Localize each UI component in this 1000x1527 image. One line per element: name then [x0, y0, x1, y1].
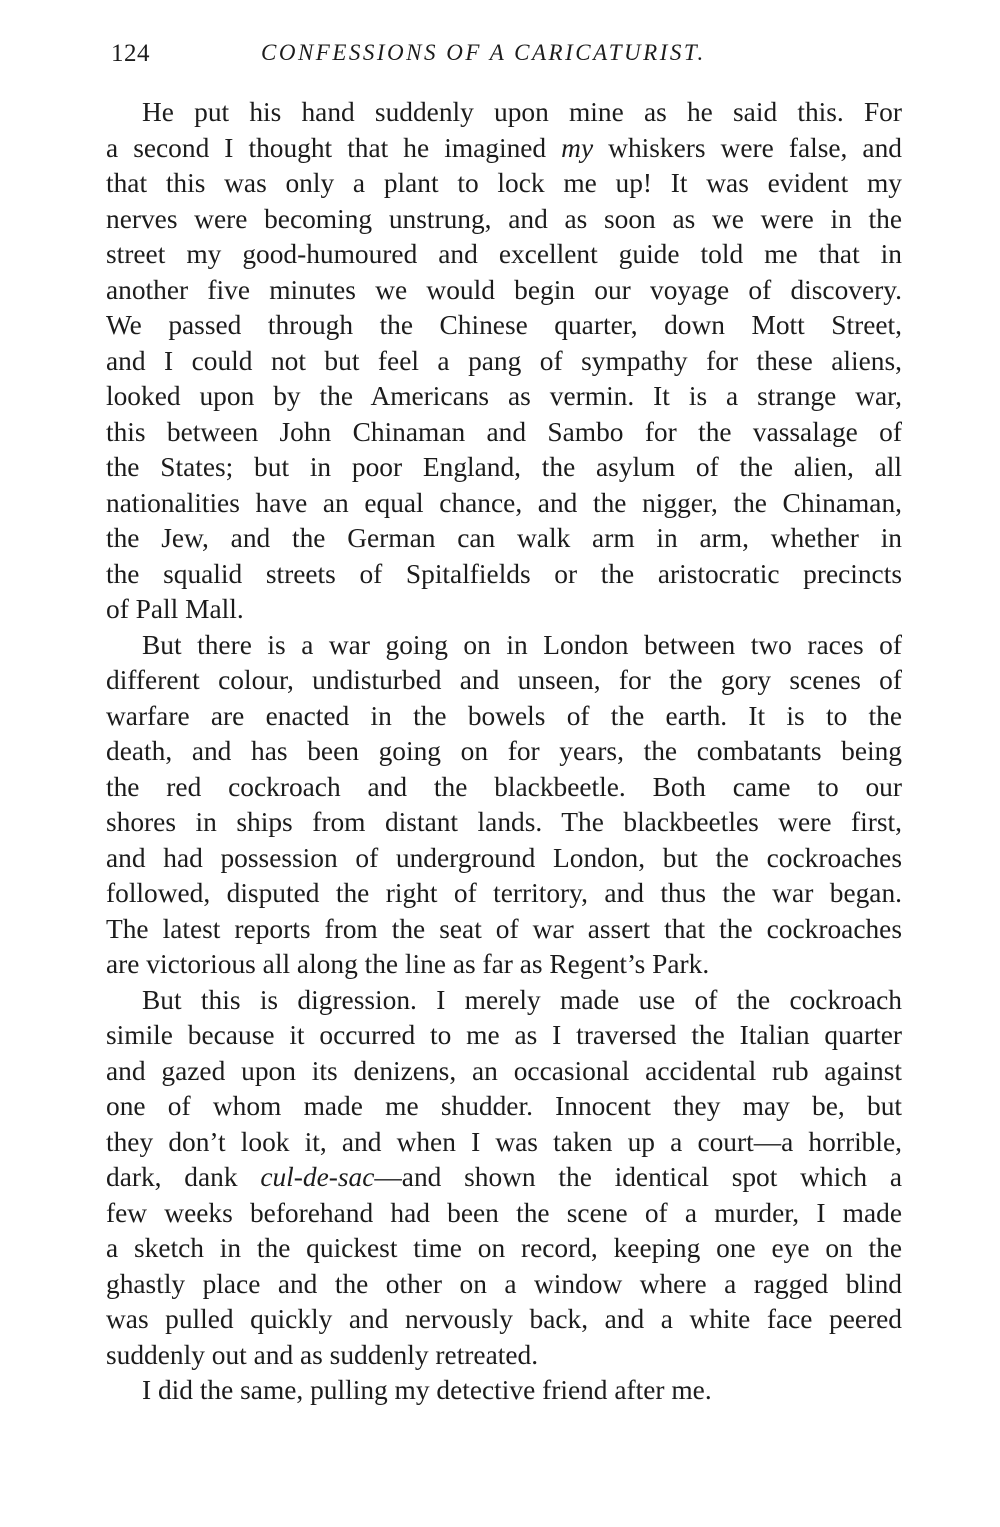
text-line: the Jew, and the German can walk arm in arm, whether in — [106, 523, 902, 553]
text-line: the States; but in poor England, the asylum of the alien, all — [106, 452, 902, 482]
paragraph — [106, 95, 902, 628]
text-line: I did the same, pulling my detective friend after me. — [142, 1375, 712, 1405]
text-line: that this was only a plant to lock me up! It was evident my — [106, 168, 902, 198]
text-line: nerves were becoming unstrung, and as soon as we were in the — [106, 203, 902, 234]
running-head — [111, 40, 902, 76]
text-line: death, and has been going on for years, the combatants being — [106, 736, 902, 766]
text-line: was pulled quickly and nervously back, and a white face peered — [106, 1304, 902, 1334]
text-line: and I could not but feel a pang of sympathy for these aliens, — [106, 345, 902, 376]
running-title: CONFESSIONS OF A CARICATURIST. — [261, 40, 706, 65]
text-line: But there is a war going on in London between two races of — [142, 629, 902, 660]
body-text — [106, 95, 902, 1409]
text-line: this between John Chinaman and Sambo for the vassalage of — [106, 416, 902, 447]
text-line: simile because it occurred to me as I traversed the Italian quarter — [106, 1020, 902, 1050]
text-line: they don’t look it, and when I was taken up a court—a horrible, — [106, 1126, 902, 1157]
text-line: followed, disputed the right of territory, and thus the war began. — [106, 878, 902, 908]
paragraph — [106, 1373, 902, 1409]
text-line: We passed through the Chinese quarter, down Mott Street, — [106, 310, 902, 340]
text-line: nationalities have an equal chance, and the nigger, the Chinaman, — [106, 487, 902, 518]
text-line: suddenly out and as suddenly retreated. — [106, 1339, 539, 1370]
text-line: are victorious all along the line as far as Regent’s Park. — [106, 949, 710, 979]
text-line: different colour, undisturbed and unseen, for the gory scenes of — [106, 665, 902, 695]
paragraph — [106, 628, 902, 983]
text-line: ghastly place and the other on a window where a ragged blind — [106, 1268, 902, 1299]
text-line: dark, dank cul-de-sac—and shown the identical spot which a — [106, 1162, 902, 1192]
text-line: one of whom made me shudder. Innocent they may be, but — [106, 1091, 902, 1121]
text-line: another five minutes we would begin our voyage of discovery. — [106, 274, 902, 305]
page-number: 124 — [111, 40, 150, 67]
text-line: of Pall Mall. — [106, 594, 244, 624]
text-line: street my good-humoured and excellent guide told me that in — [106, 239, 902, 269]
text-line: He put his hand suddenly upon mine as he said this. For — [142, 97, 902, 127]
text-line: and gazed upon its denizens, an occasional accidental rub against — [106, 1055, 902, 1086]
text-line: The latest reports from the seat of war assert that the cockroaches — [106, 913, 902, 944]
text-line: looked upon by the Americans as vermin. It is a strange war, — [106, 381, 902, 411]
text-line: a second I thought that he imagined my whiskers were false, and — [106, 132, 902, 163]
text-line: and had possession of underground London, but the cockroaches — [106, 842, 902, 873]
text-line: a sketch in the quickest time on record, keeping one eye on the — [106, 1233, 902, 1263]
text-line: shores in ships from distant lands. The blackbeetles were first, — [106, 807, 902, 837]
text-line: the red cockroach and the blackbeetle. Both came to our — [106, 771, 902, 802]
text-line: But this is digression. I merely made use of the cockroach — [142, 984, 902, 1015]
text-line: few weeks beforehand had been the scene of a murder, I made — [106, 1197, 902, 1228]
paragraph — [106, 983, 902, 1374]
text-line: warfare are enacted in the bowels of the earth. It is to the — [106, 700, 902, 731]
text-line: the squalid streets of Spitalfields or the aristocratic precincts — [106, 558, 902, 589]
